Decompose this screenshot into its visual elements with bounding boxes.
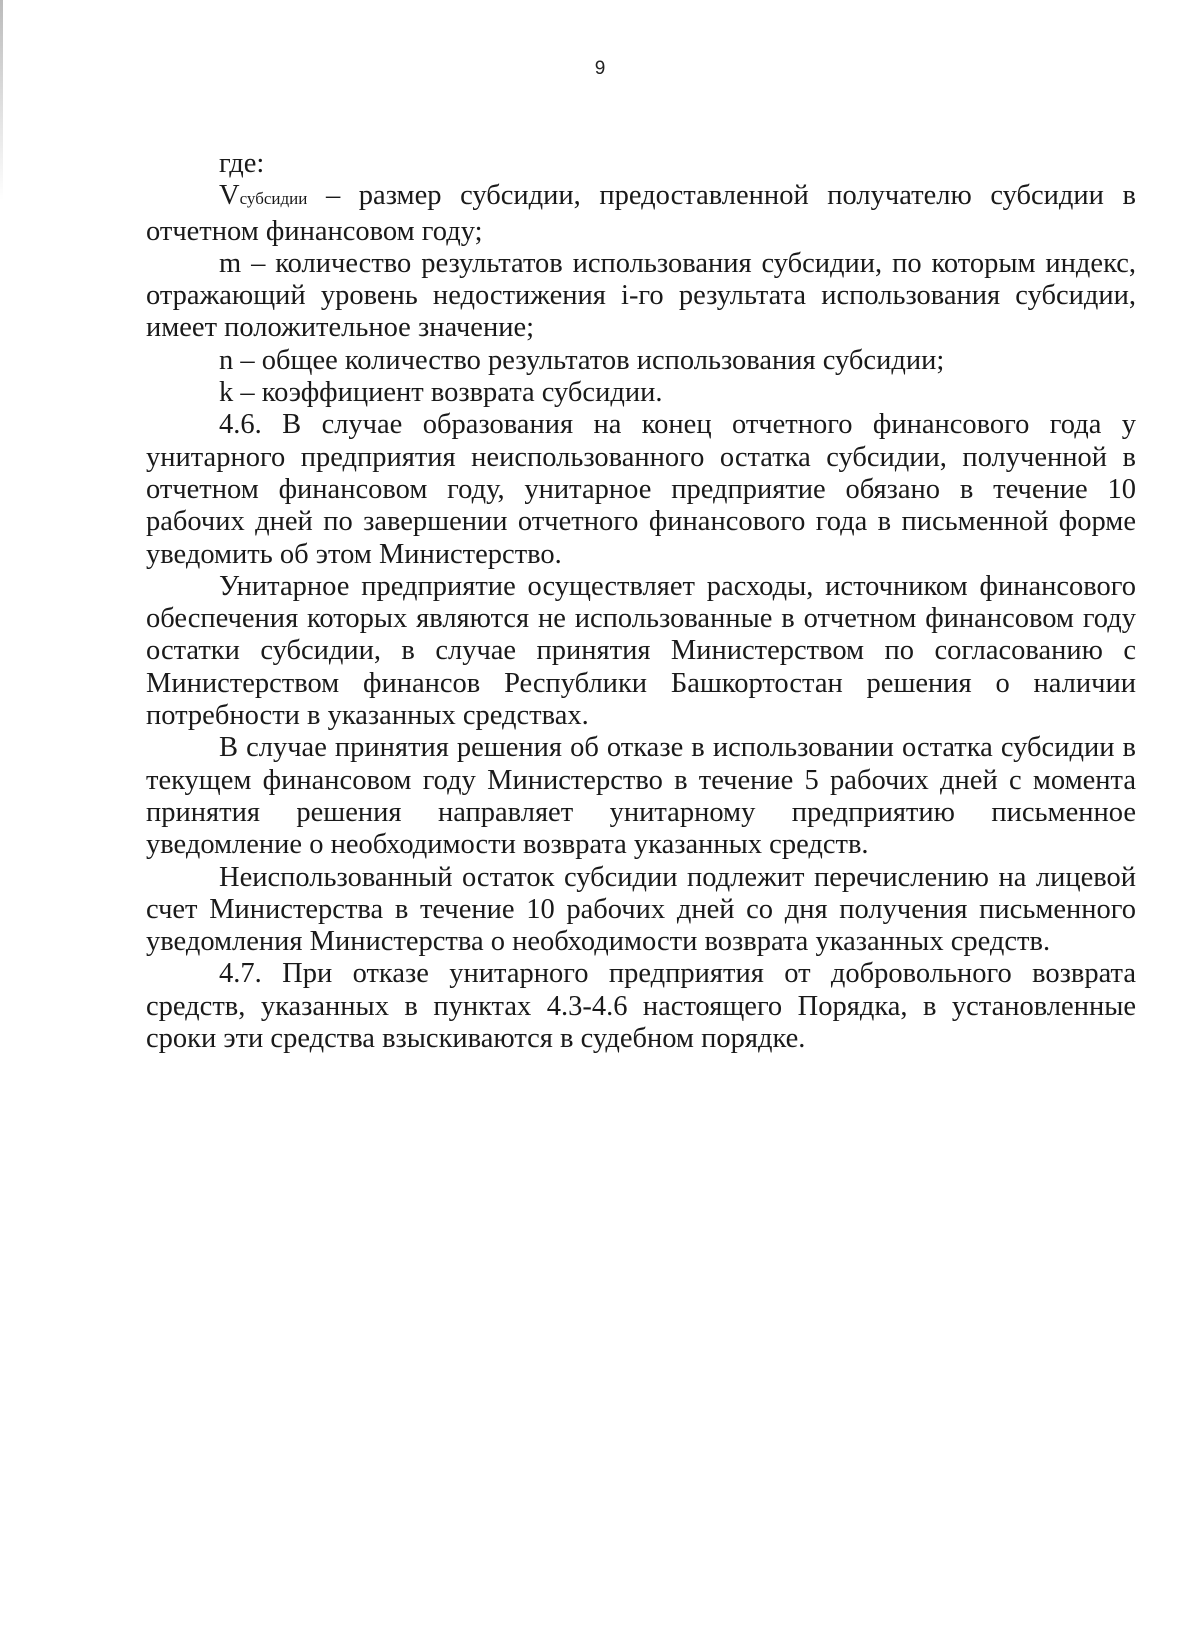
paragraph-where: где: <box>219 148 265 179</box>
variable-v: V <box>219 180 240 212</box>
paragraph-n-definition: n – общее количество результатов использования субсидии; <box>219 344 945 376</box>
scan-edge-shadow <box>0 0 3 200</box>
variable-v-definition: – размер субсидии, предоставленной получателю субсидии в отчетном финансовом году; <box>146 180 1136 247</box>
paragraph-m-definition: m – количество результатов использования субсидии, по которым индекс, отражающий уровень недостижения i-го результата использования субсидии, имеет положительное значение; <box>146 247 1136 344</box>
paragraph-expenses: Унитарное предприятие осуществляет расходы, источником финансового обеспечения которых являются не использованные в отчетном финансовом году остатки субсидии, в случае принятия Министерством по согласованию с Министерством финансов Республики Башкортостан решения о наличии потребности в указанных средствах. <box>146 570 1136 732</box>
paragraph-v-subsidy <box>146 180 1136 248</box>
paragraph-refusal-decision: В случае принятия решения об отказе в использовании остатка субсидии в текущем финансовом году Министерство в течение 5 рабочих дней с момента принятия решения направляет унитарному предприятию письменное уведомление о необходимости возврата указанных средств. <box>146 732 1136 861</box>
variable-v-subscript: субсидии <box>239 189 308 209</box>
paragraph-4-6: 4.6. В случае образования на конец отчетного финансового года у унитарного предприятия неиспользованного остатка субсидии, полученной в отчетном финансовом году, унитарное предприятие обязано в течение 10 рабочих дней по завершении отчетного финансового года в письменной форме уведомить об этом Министерство. <box>146 409 1136 570</box>
document-body <box>146 148 1136 1055</box>
page-number: 9 <box>594 58 606 79</box>
paragraph-k-definition: k – коэффициент возврата субсидии. <box>219 377 663 409</box>
paragraph-unused-balance: Неиспользованный остаток субсидии подлежит перечислению на лицевой счет Министерства в течение 10 рабочих дней со дня получения письменного уведомления Министерства о необходимости возврата указанных средств. <box>146 861 1136 958</box>
paragraph-4-7: 4.7. При отказе унитарного предприятия от добровольного возврата средств, указанных в пунктах 4.3-4.6 настоящего Порядка, в установленные сроки эти средства взыскиваются в судебном порядке. <box>146 958 1136 1055</box>
